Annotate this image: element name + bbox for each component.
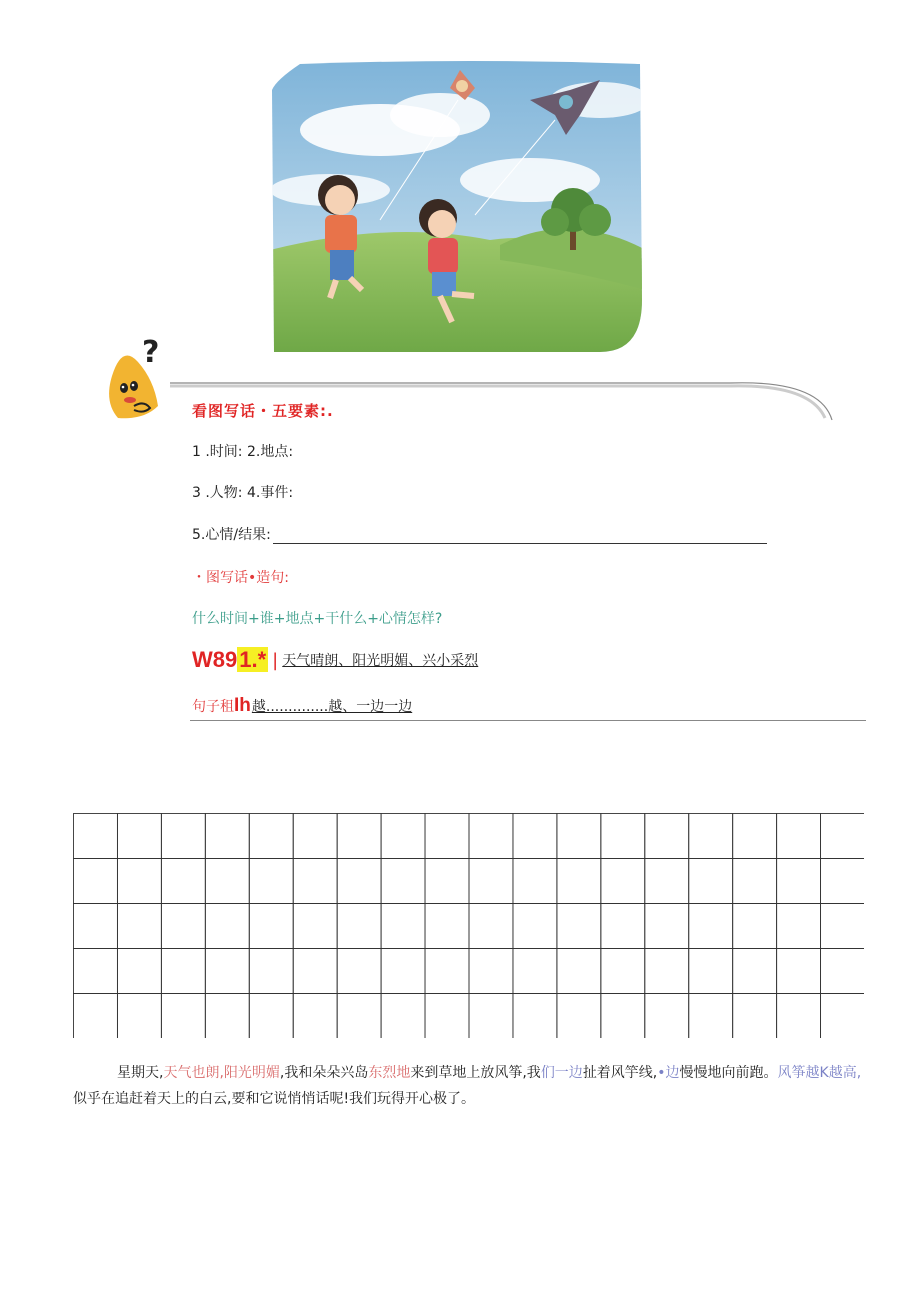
grid-cell[interactable] — [74, 994, 118, 1039]
grid-cell[interactable] — [513, 814, 557, 859]
word-bank-highlight: 1.* — [239, 647, 267, 672]
word-bank-separator: | — [272, 649, 279, 671]
essay-segment: 来到草地上放风筝,我 — [410, 1065, 541, 1081]
element-mood-result — [192, 524, 767, 544]
grid-cell[interactable] — [469, 994, 513, 1039]
grid-cell[interactable] — [425, 904, 469, 949]
sentence-formula: 什么时间+谁+地点+干什么+心情怎样? — [192, 611, 443, 627]
word-bank-prefix: W89 — [192, 647, 238, 672]
sentence-pattern-text: 越..............越、一边一边 — [251, 699, 413, 715]
grid-cell[interactable] — [117, 859, 161, 904]
essay-phrase-while: 们一边 — [540, 1065, 583, 1081]
grid-cell[interactable] — [557, 859, 601, 904]
grid-cell[interactable] — [381, 904, 425, 949]
answer-blank-line[interactable] — [273, 529, 767, 544]
essay-phrase-sunshine: 阳光明媚 — [223, 1065, 280, 1081]
grid-cell[interactable] — [557, 949, 601, 994]
essay-phrase-weather: 天气也朗, — [163, 1065, 224, 1081]
grid-cell[interactable] — [381, 949, 425, 994]
grid-cell[interactable] — [777, 814, 821, 859]
grid-cell[interactable] — [425, 814, 469, 859]
grid-cell[interactable] — [249, 994, 293, 1039]
grid-cell[interactable] — [205, 949, 249, 994]
grid-cell[interactable] — [645, 994, 689, 1039]
essay-phrase-excited: 东烈地 — [368, 1065, 411, 1081]
grid-cell[interactable] — [821, 859, 864, 904]
grid-cell[interactable] — [689, 994, 733, 1039]
grid-cell[interactable] — [645, 814, 689, 859]
grid-cell[interactable] — [117, 949, 161, 994]
grid-cell[interactable] — [689, 814, 733, 859]
word-bank-label — [192, 647, 268, 673]
grid-cell[interactable] — [469, 814, 513, 859]
essay-segment: 扯着风竽线, — [582, 1065, 658, 1081]
element-people-event: 3 .人物: 4.事件: — [192, 485, 294, 501]
essay-segment: 似乎在追赶着天上的白云,要和它说悄悄话呢!我们玩得开心极了。 — [73, 1091, 476, 1107]
grid-cell[interactable] — [601, 814, 645, 859]
kite-flying-illustration — [270, 60, 646, 352]
svg-text:?: ? — [142, 336, 160, 370]
grid-cell[interactable] — [733, 994, 777, 1039]
grid-cell[interactable] — [293, 994, 337, 1039]
grid-cell[interactable] — [249, 859, 293, 904]
grid-cell[interactable] — [777, 994, 821, 1039]
grid-cell[interactable] — [601, 994, 645, 1039]
essay-phrase-while-2: •边 — [657, 1065, 680, 1081]
grid-cell[interactable] — [249, 904, 293, 949]
grid-cell[interactable] — [161, 904, 205, 949]
grid-cell[interactable] — [733, 904, 777, 949]
grid-cell[interactable] — [821, 994, 864, 1039]
essay-segment: 慢慢地向前跑。 — [679, 1065, 778, 1081]
grid-cell[interactable] — [601, 859, 645, 904]
grid-cell[interactable] — [205, 994, 249, 1039]
grid-cell[interactable] — [557, 814, 601, 859]
essay-segment: ,我和朵朵兴岛 — [279, 1065, 369, 1081]
writing-grid[interactable] — [73, 813, 864, 1038]
grid-cell[interactable] — [337, 814, 381, 859]
word-bank-row — [192, 644, 478, 676]
title-tail: . — [327, 402, 334, 420]
grid-cell[interactable] — [777, 904, 821, 949]
question-mascot-icon — [104, 336, 168, 424]
sample-essay — [73, 1060, 863, 1112]
grid-cell[interactable] — [777, 859, 821, 904]
grid-cell[interactable] — [689, 859, 733, 904]
grid-cell[interactable] — [557, 904, 601, 949]
grid-cell[interactable] — [249, 949, 293, 994]
grid-cell[interactable] — [821, 949, 864, 994]
grid-cell[interactable] — [161, 859, 205, 904]
grid-cell[interactable] — [205, 904, 249, 949]
grid-cell[interactable] — [777, 949, 821, 994]
grid-cell[interactable] — [161, 814, 205, 859]
grid-cell[interactable] — [293, 859, 337, 904]
grid-cell[interactable] — [689, 949, 733, 994]
element-time-place: 1 .时间: 2.地点: — [192, 444, 294, 460]
grid-cell[interactable] — [821, 904, 864, 949]
sentence-pattern-label: 句子租 — [192, 699, 234, 715]
grid-cell[interactable] — [74, 949, 118, 994]
grid-cell[interactable] — [733, 814, 777, 859]
grid-cell[interactable] — [74, 814, 118, 859]
grid-cell[interactable] — [469, 949, 513, 994]
grid-cell[interactable] — [337, 859, 381, 904]
grid-cell[interactable] — [601, 949, 645, 994]
grid-cell[interactable] — [513, 904, 557, 949]
sentence-pattern-mark: Ih — [234, 695, 251, 716]
grid-cell[interactable] — [293, 949, 337, 994]
grid-cell[interactable] — [74, 859, 118, 904]
grid-cell[interactable] — [513, 859, 557, 904]
section-heading — [192, 400, 334, 421]
grid-cell[interactable] — [469, 859, 513, 904]
subheading: ・图写话•造句: — [192, 570, 289, 586]
grid-cell[interactable] — [601, 904, 645, 949]
grid-cell[interactable] — [337, 994, 381, 1039]
grid-cell[interactable] — [381, 994, 425, 1039]
grid-cell[interactable] — [733, 949, 777, 994]
grid-cell[interactable] — [161, 949, 205, 994]
grid-cell[interactable] — [557, 994, 601, 1039]
section-divider — [190, 720, 866, 721]
grid-cell[interactable] — [381, 859, 425, 904]
grid-cell[interactable] — [425, 859, 469, 904]
grid-cell[interactable] — [205, 814, 249, 859]
grid-cell[interactable] — [161, 994, 205, 1039]
page-title: 看图写话・五要素: — [192, 402, 327, 420]
grid-cell[interactable] — [733, 859, 777, 904]
grid-cell[interactable] — [117, 814, 161, 859]
grid-cell[interactable] — [469, 904, 513, 949]
grid-cell[interactable] — [425, 949, 469, 994]
grid-cell[interactable] — [205, 859, 249, 904]
sentence-pattern-row — [192, 690, 412, 716]
grid-cell[interactable] — [337, 904, 381, 949]
grid-cell[interactable] — [337, 949, 381, 994]
grid-cell[interactable] — [249, 814, 293, 859]
grid-cell[interactable] — [117, 994, 161, 1039]
grid-cell[interactable] — [645, 904, 689, 949]
grid-cell[interactable] — [117, 904, 161, 949]
mood-label: 5.心情/结果: — [192, 527, 271, 543]
grid-cell[interactable] — [821, 814, 864, 859]
grid-cell[interactable] — [425, 994, 469, 1039]
grid-cell[interactable] — [645, 859, 689, 904]
grid-cell[interactable] — [689, 904, 733, 949]
grid-cell[interactable] — [293, 904, 337, 949]
grid-cell[interactable] — [645, 949, 689, 994]
grid-cell[interactable] — [74, 904, 118, 949]
essay-phrase-higher: 风筝越K越高, — [777, 1065, 862, 1081]
word-bank-words: 天气晴朗、阳光明媚、兴小采烈 — [282, 653, 479, 669]
grid-cell[interactable] — [381, 814, 425, 859]
grid-cell[interactable] — [513, 949, 557, 994]
grid-cell[interactable] — [293, 814, 337, 859]
essay-segment: 星期天, — [117, 1065, 164, 1081]
grid-cell[interactable] — [513, 994, 557, 1039]
